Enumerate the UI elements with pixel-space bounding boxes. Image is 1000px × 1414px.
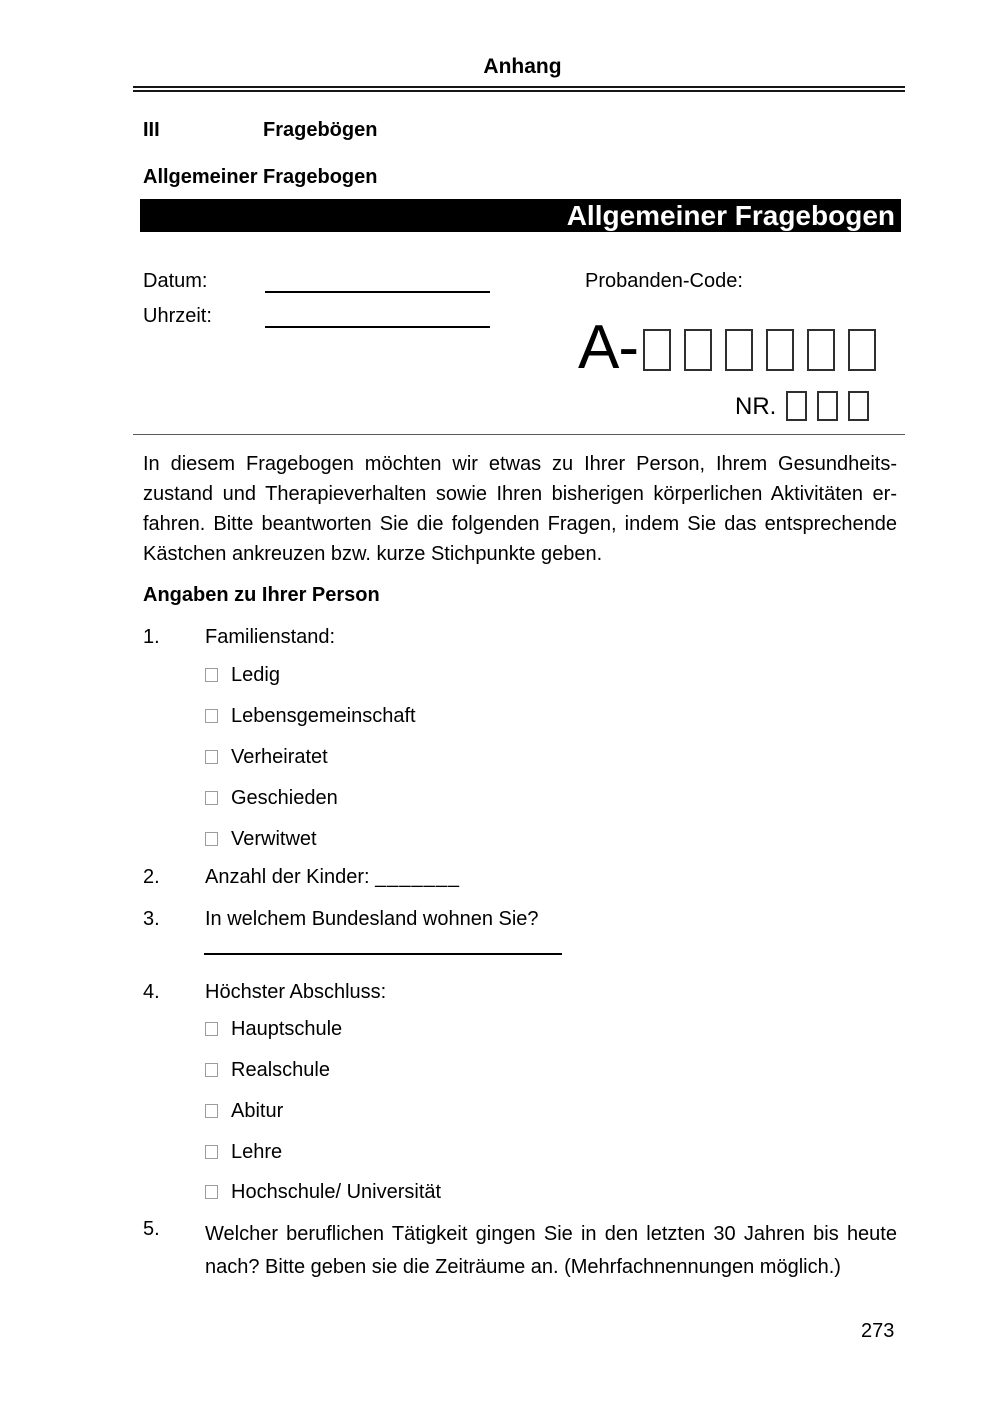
code-box-6[interactable] bbox=[848, 329, 876, 371]
checkbox-icon[interactable] bbox=[205, 1104, 218, 1118]
time-fill-line[interactable] bbox=[265, 326, 490, 328]
intro-line: fahren. Bitte beantworten Sie die folgenden Fragen, indem Sie das entsprechende bbox=[143, 513, 897, 535]
questionnaire-banner: Allgemeiner Fragebogen bbox=[140, 199, 901, 232]
question-1 bbox=[143, 626, 335, 649]
option-label: Verheiratet bbox=[231, 745, 328, 768]
option-label: Verwitwet bbox=[231, 827, 317, 850]
option-hochschule-universitaet[interactable] bbox=[205, 1181, 441, 1203]
code-box-1[interactable] bbox=[643, 329, 671, 371]
question-3-number: 3. bbox=[143, 908, 160, 930]
question-3-label: In welchem Bundesland wohnen Sie? bbox=[205, 908, 539, 930]
question-5-text bbox=[205, 1218, 897, 1284]
checkbox-icon[interactable] bbox=[205, 1022, 218, 1036]
question-5-line: Welcher beruflichen Tätigkeit gingen Sie in den letzten 30 Jahren bis heute bbox=[205, 1223, 897, 1245]
question-5-line: nach? Bitte geben sie die Zeiträume an. (Mehrfachnennungen möglich.) bbox=[205, 1256, 841, 1278]
running-header-title: Anhang bbox=[483, 55, 562, 78]
date-fill-line[interactable] bbox=[265, 291, 490, 293]
page-number: 273 bbox=[861, 1320, 895, 1342]
question-2-number: 2. bbox=[143, 866, 160, 888]
question-5 bbox=[143, 1218, 897, 1278]
option-abitur[interactable] bbox=[205, 1100, 283, 1122]
nr-label: NR. bbox=[735, 393, 777, 420]
option-label: Realschule bbox=[231, 1058, 330, 1081]
intro-line: Kästchen ankreuzen bzw. kurze Stichpunkte geben. bbox=[143, 543, 603, 565]
option-verheiratet[interactable] bbox=[205, 746, 328, 768]
section-divider bbox=[133, 434, 905, 435]
option-lebensgemeinschaft[interactable] bbox=[205, 705, 416, 727]
section-heading bbox=[143, 119, 377, 142]
option-label: Hochschule/ Universität bbox=[231, 1180, 442, 1203]
intro-line: In diesem Fragebogen möchten wir etwas zu Ihrer Person, Ihrem Gesundheits- bbox=[143, 453, 897, 475]
option-verwitwet[interactable] bbox=[205, 828, 317, 850]
intro-line: zustand und Therapieverhalten sowie Ihren bisherigen körperlichen Aktivitäten er- bbox=[143, 483, 897, 505]
checkbox-icon[interactable] bbox=[205, 709, 218, 723]
checkbox-icon[interactable] bbox=[205, 1185, 218, 1199]
checkbox-icon[interactable] bbox=[205, 668, 218, 682]
option-ledig[interactable] bbox=[205, 664, 280, 686]
question-1-number: 1. bbox=[143, 626, 160, 648]
question-4 bbox=[143, 981, 386, 1004]
option-label: Ledig bbox=[231, 663, 280, 686]
time-label: Uhrzeit: bbox=[143, 305, 212, 327]
checkbox-icon[interactable] bbox=[205, 750, 218, 764]
question-4-number: 4. bbox=[143, 981, 160, 1003]
proband-code-boxes bbox=[578, 313, 876, 382]
children-count-blank[interactable]: _______ bbox=[375, 866, 460, 888]
option-realschule[interactable] bbox=[205, 1059, 330, 1081]
option-lehre[interactable] bbox=[205, 1141, 282, 1163]
checkbox-icon[interactable] bbox=[205, 832, 218, 846]
option-geschieden[interactable] bbox=[205, 787, 338, 809]
option-label: Abitur bbox=[231, 1099, 284, 1122]
checkbox-icon[interactable] bbox=[205, 1063, 218, 1077]
question-2 bbox=[143, 866, 460, 889]
option-hauptschule[interactable] bbox=[205, 1018, 342, 1040]
checkbox-icon[interactable] bbox=[205, 791, 218, 805]
section-number: III bbox=[143, 119, 160, 141]
question-3 bbox=[143, 908, 539, 931]
header-double-rule bbox=[133, 86, 905, 92]
checkbox-icon[interactable] bbox=[205, 1145, 218, 1159]
subsection-title: Allgemeiner Fragebogen bbox=[143, 166, 378, 188]
option-label: Lehre bbox=[231, 1140, 283, 1163]
option-label: Hauptschule bbox=[231, 1017, 343, 1040]
nr-box-2[interactable] bbox=[817, 391, 838, 421]
section-title: Fragebögen bbox=[263, 119, 378, 141]
question-2-label: Anzahl der Kinder: bbox=[205, 866, 370, 888]
code-box-2[interactable] bbox=[684, 329, 712, 371]
intro-paragraph bbox=[143, 449, 897, 569]
date-label: Datum: bbox=[143, 270, 208, 292]
option-label: Geschieden bbox=[231, 786, 338, 809]
proband-code-label: Probanden-Code: bbox=[585, 270, 743, 292]
code-box-4[interactable] bbox=[766, 329, 794, 371]
question-4-label: Höchster Abschluss: bbox=[205, 981, 387, 1003]
bundesland-fill-line[interactable] bbox=[204, 953, 562, 955]
question-1-label: Familienstand: bbox=[205, 626, 336, 648]
nr-box-1[interactable] bbox=[786, 391, 807, 421]
nr-boxes bbox=[735, 388, 869, 422]
person-section-heading: Angaben zu Ihrer Person bbox=[143, 584, 380, 606]
code-box-3[interactable] bbox=[725, 329, 753, 371]
nr-box-3[interactable] bbox=[848, 391, 869, 421]
option-label: Lebensgemeinschaft bbox=[231, 704, 416, 727]
question-5-number: 5. bbox=[143, 1218, 160, 1240]
code-box-5[interactable] bbox=[807, 329, 835, 371]
code-prefix: A- bbox=[578, 313, 638, 382]
